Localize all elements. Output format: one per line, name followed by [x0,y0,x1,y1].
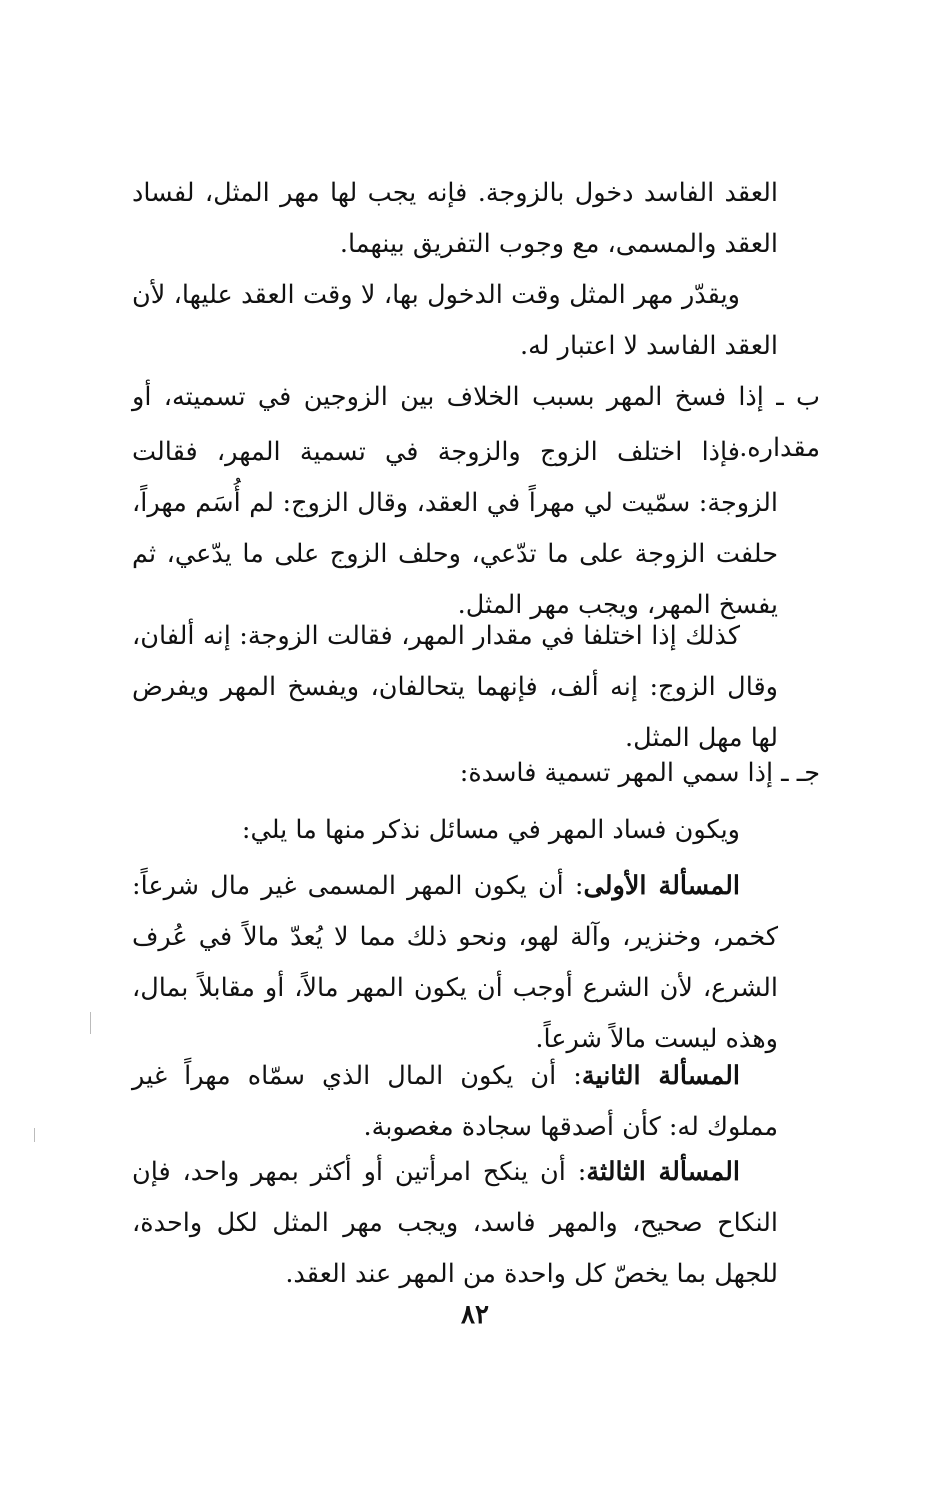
issue-3-label: المسألة الثالثة [586,1157,740,1187]
paragraph-4: فإذا اختلف الزوج والزوجة في تسمية المهر، فقالت الزوجة: سمّيت لي مهراً في العقد، وقال الزوج: لم أُسَم مهراً، حلفت الزوجة على ما تدّعي، وحلف الزوج على ما يدّعي، ثم يفسخ المهر، ويجب مهر المثل. [132,437,778,620]
scan-mark [34,1128,35,1142]
issue-3 [132,1147,778,1300]
page-number: ٨٢ [461,1300,489,1330]
paragraph-2: ويقدّر مهر المثل وقت الدخول بها، لا وقت العقد عليها، لأن العقد الفاسد لا اعتبار له. [132,280,778,361]
issue-2 [132,1051,778,1153]
issue-1 [132,861,778,1065]
issue-1-text: : أن يكون المهر المسمى غير مال شرعاً: كخمر، وخنزير، وآلة لهو، ونحو ذلك مما لا يُعدّ مالاً في عُرف الشرع، لأن الشرع أوجب أن يكون المهر مالاً، أو مقابلاً بمال، وهذه ليست مالاً شرعاً. [132,871,778,1054]
issue-1-label: المسألة الأولى [583,871,740,901]
paragraph-7: ويكون فساد المهر في مسائل نذكر منها ما يلي: [241,815,740,845]
paragraph-1: العقد الفاسد دخول بالزوجة. فإنه يجب لها مهر المثل، لفساد العقد والمسمى، مع وجوب التفريق بينهما. [132,178,778,259]
paragraph-5: كذلك إذا اختلفا في مقدار المهر، فقالت الزوجة: إنه ألفان، وقال الزوج: إنه ألف، فإنهما يتحالفان، ويفسخ المهر ويفرض لها مهل المثل. [132,621,778,753]
issue-2-text: : أن يكون المال الذي سمّاه مهراً غير مملوك له: كأن أصدقها سجادة مغصوبة. [132,1061,778,1142]
issue-2-label: المسألة الثانية [581,1061,740,1091]
scan-mark [90,1012,91,1034]
issue-3-text: : أن ينكح امرأتين أو أكثر بمهر واحد، فإن النكاح صحيح، والمهر فاسد، ويجب مهر المثل لكل واحدة، للجهل بما يخصّ كل واحدة من المهر عند العقد. [132,1157,778,1289]
section-b-heading: ب ـ إذا فسخ المهر بسبب الخلاف بين الزوجين في تسميته، أو مقداره. [132,382,820,463]
section-c-heading: جـ ـ إذا سمي المهر تسمية فاسدة: [459,758,820,788]
